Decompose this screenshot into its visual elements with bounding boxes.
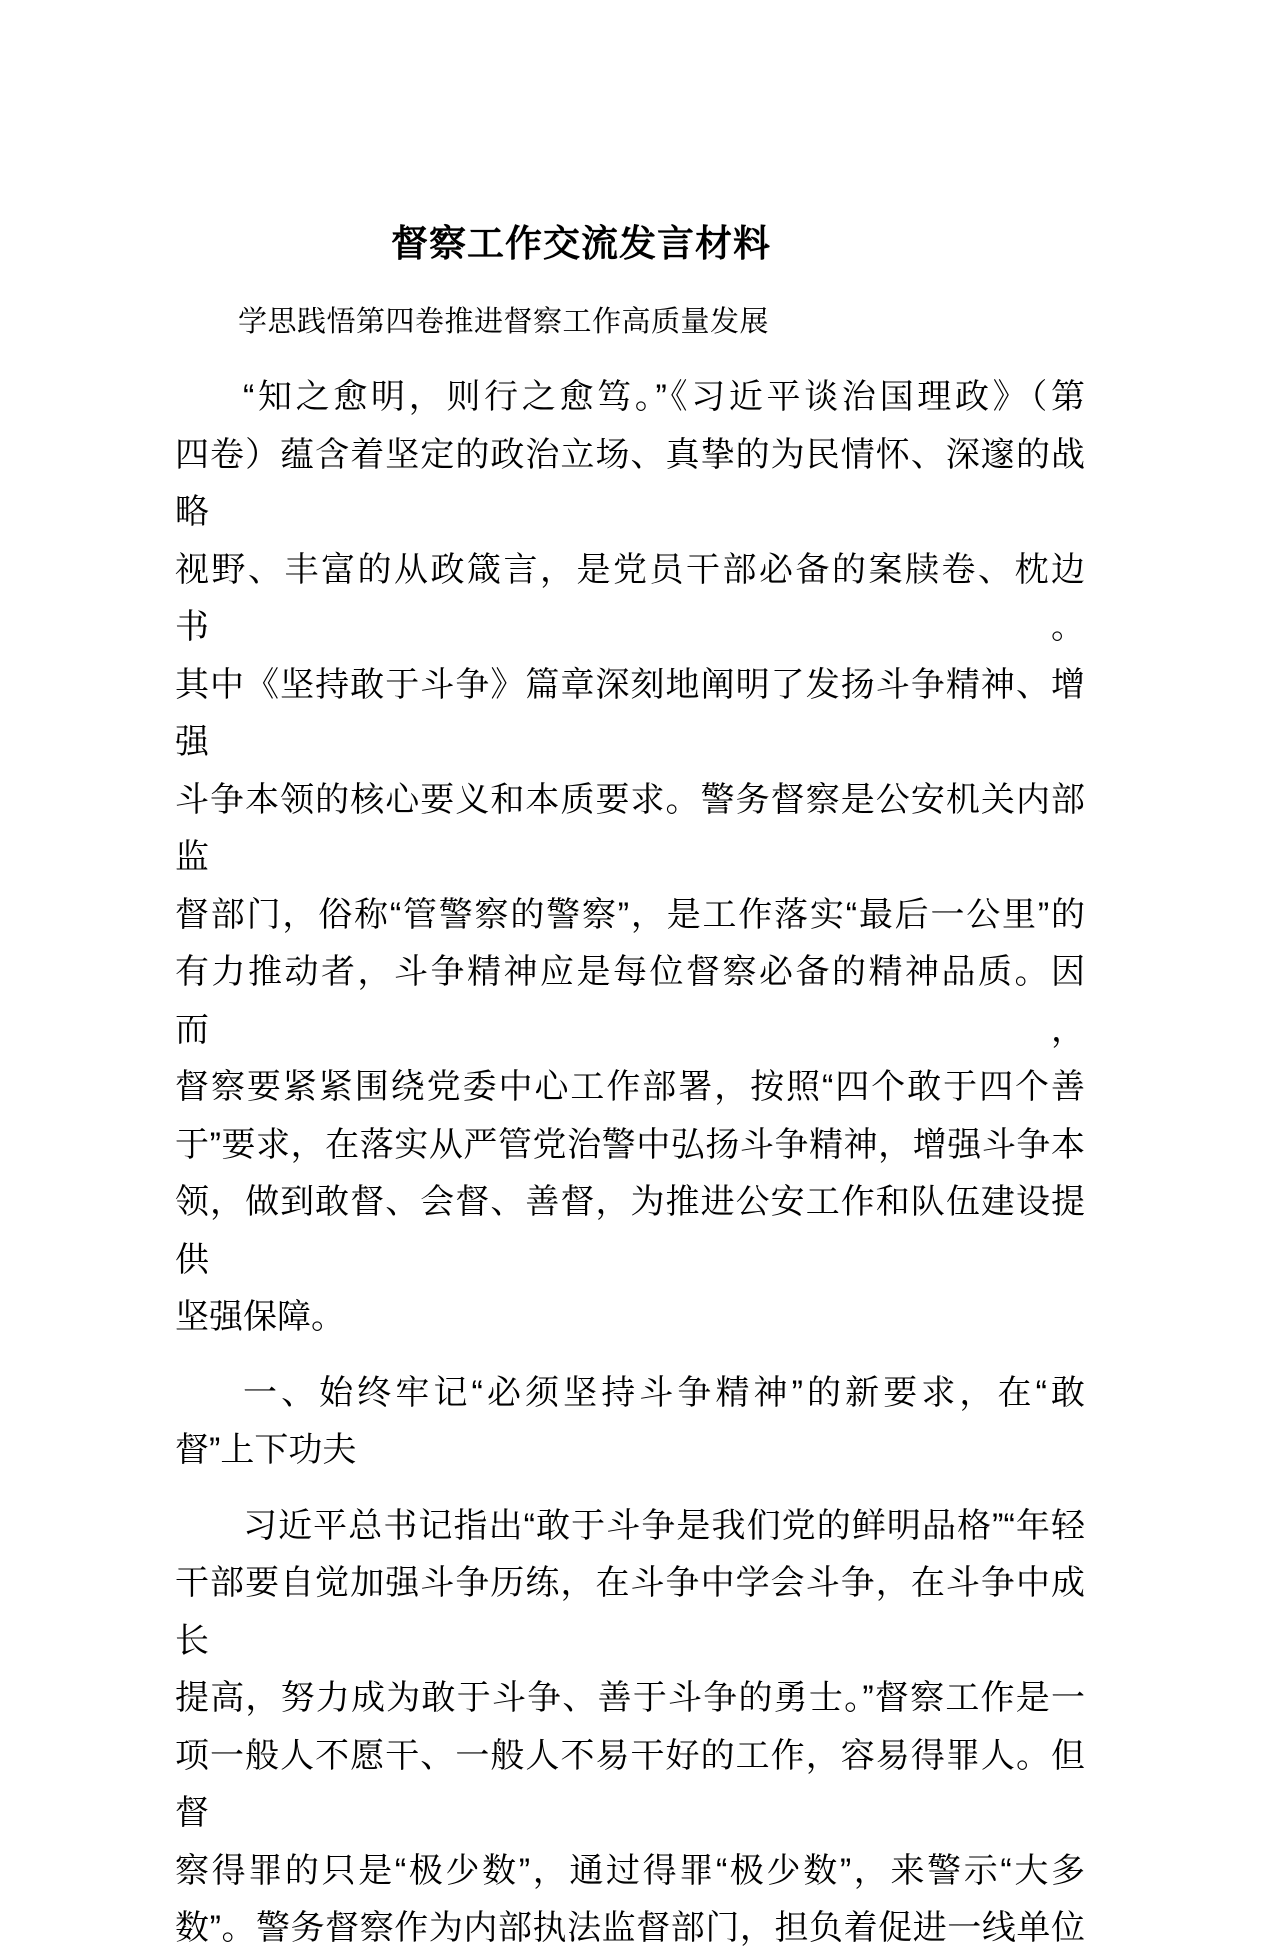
text-line: 习近平总书记指出“敢于斗争是我们党的鲜明品格”“年轻	[243, 1506, 1085, 1545]
text-line: 督”上下功夫	[175, 1431, 357, 1469]
text-line: 督察要紧紧围绕党委中心工作部署，按照“四个敢于四个善	[175, 1068, 1085, 1106]
text-line: 一、始终牢记“必须坚持斗争精神”的新要求，在“敢	[243, 1373, 1085, 1412]
text-line: 视野、丰富的从政箴言，是党员干部必备的案牍卷、枕边书。	[175, 550, 1085, 646]
document-body	[175, 369, 1085, 1958]
section-heading	[175, 1365, 1085, 1480]
document-subtitle: 学思践悟第四卷推进督察工作高质量发展	[238, 306, 770, 338]
text-line: 其中《坚持敢于斗争》篇章深刻地阐明了发扬斗争精神、增强	[175, 665, 1085, 761]
paragraph	[175, 369, 1085, 1347]
paragraph	[175, 1498, 1085, 1958]
text-line: 数”。警务督察作为内部执法监督部门，担负着促进一线单位	[175, 1909, 1085, 1947]
document-content	[175, 0, 1085, 1958]
text-line: 领，做到敢督、会督、善督，为推进公安工作和队伍建设提供	[175, 1183, 1085, 1279]
text-line: 督部门，俗称“管警察的警察”，是工作落实“最后一公里”的	[175, 895, 1085, 934]
text-line: 提高，努力成为敢于斗争、善于斗争的勇士。”督察工作是一	[175, 1679, 1085, 1717]
document-title: 督察工作交流发言材料	[391, 223, 771, 264]
text-line: 坚强保障。	[175, 1298, 345, 1336]
text-line: 察得罪的只是“极少数”，通过得罪“极少数”，来警示“大多	[175, 1851, 1085, 1890]
text-line: 斗争本领的核心要义和本质要求。警务督察是公安机关内部监	[175, 780, 1085, 876]
text-line: 于”要求，在落实从严管党治警中弘扬斗争精神，增强斗争本	[175, 1125, 1085, 1164]
text-line: 有力推动者，斗争精神应是每位督察必备的精神品质。因而，	[175, 953, 1085, 1049]
text-line: 干部要自觉加强斗争历练，在斗争中学会斗争，在斗争中成长	[175, 1564, 1085, 1660]
text-line: “知之愈明，则行之愈笃。”《习近平谈治国理政》（第	[243, 378, 1085, 416]
text-line: 四卷）蕴含着坚定的政治立场、真挚的为民情怀、深邃的战略	[175, 435, 1085, 531]
text-line: 项一般人不愿干、一般人不易干好的工作，容易得罪人。但督	[175, 1736, 1085, 1832]
